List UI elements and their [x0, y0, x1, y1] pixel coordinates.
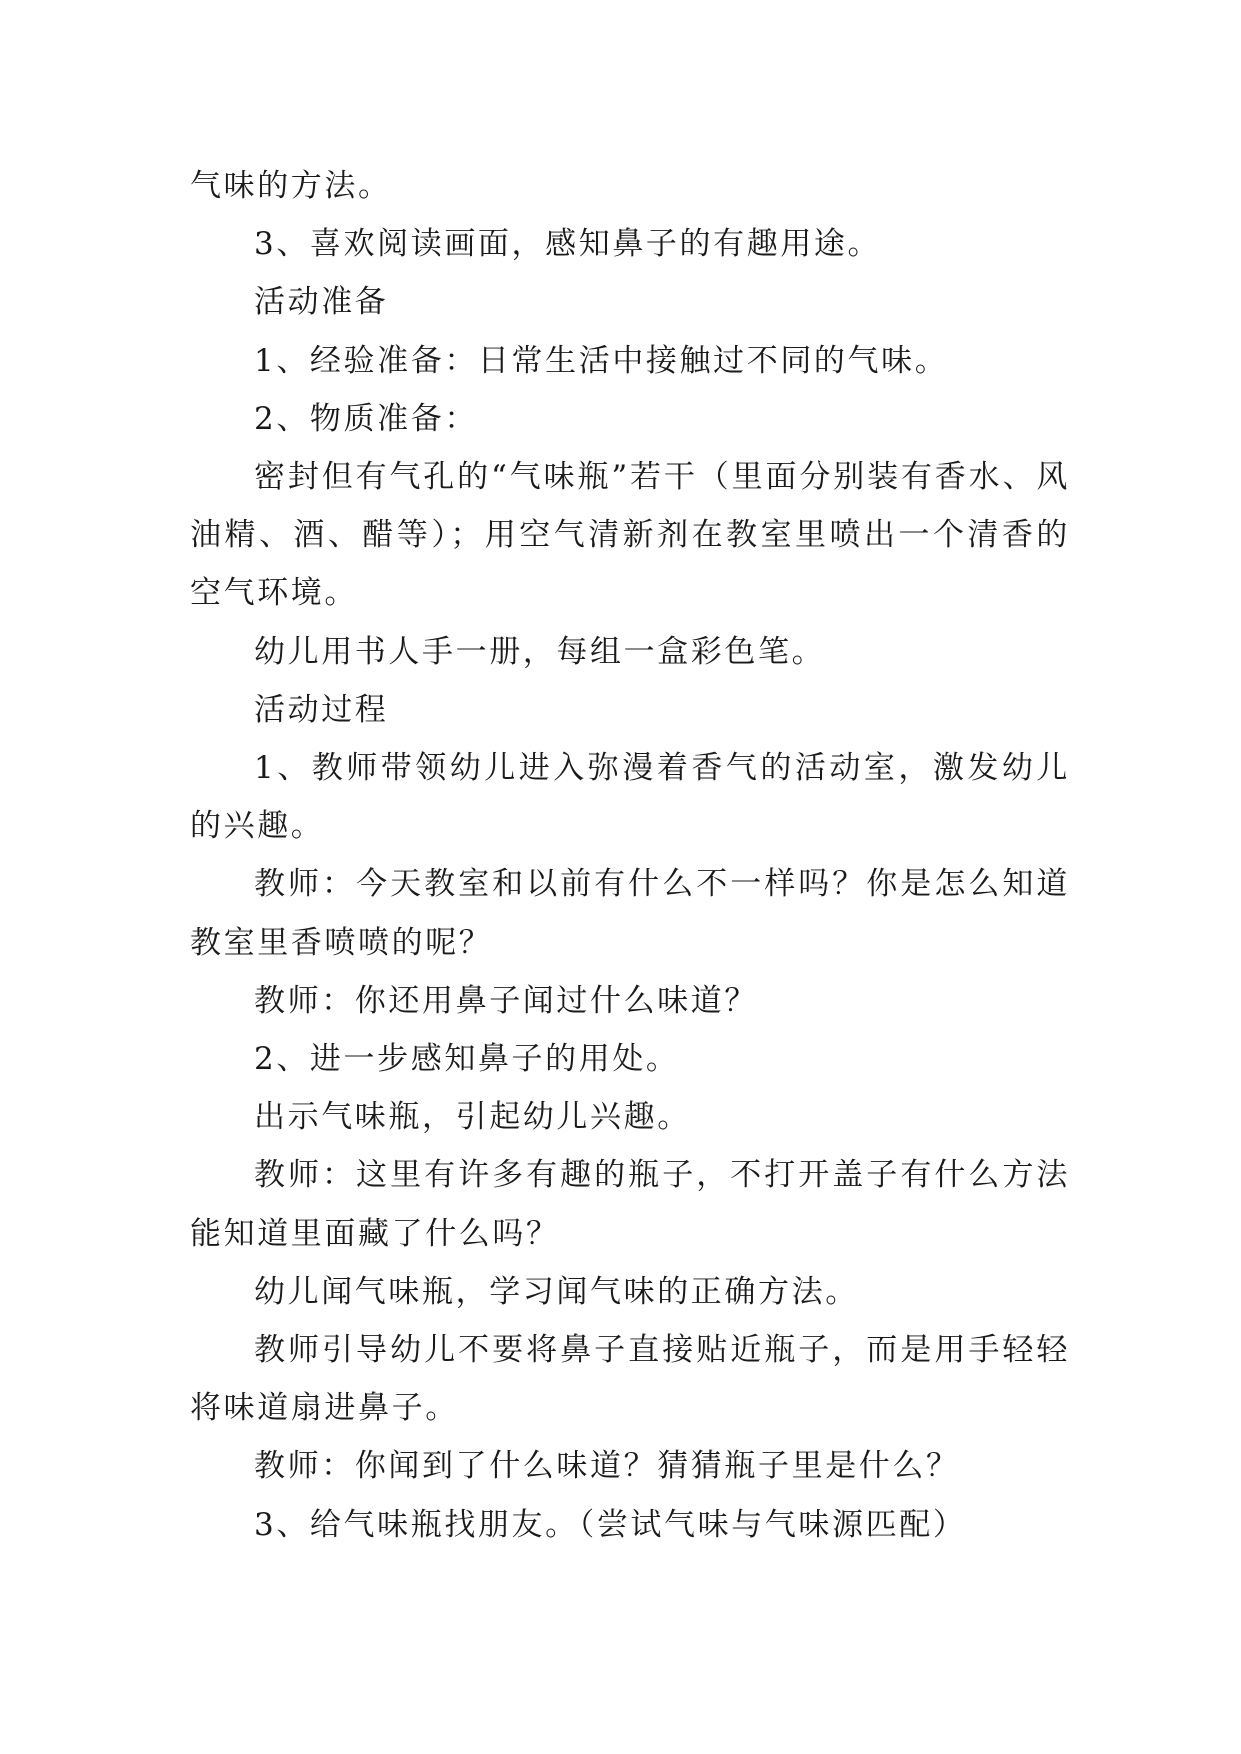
paragraph: 教师引导幼儿不要将鼻子直接贴近瓶子，而是用手轻轻将味道扇进鼻子。: [190, 1332, 1070, 1427]
paragraph: 教师：你还用鼻子闻过什么味道？: [254, 982, 758, 1019]
paragraph: 3、喜欢阅读画面，感知鼻子的有趣用途。: [254, 226, 882, 263]
paragraph: 1、教师带领幼儿进入弥漫着香气的活动室，激发幼儿的兴趣。: [190, 750, 1070, 845]
paragraph: 幼儿用书人手一册，每组一盒彩色笔。: [254, 633, 826, 670]
paragraph: 出示气味瓶，引起幼儿兴趣。: [254, 1099, 691, 1136]
paragraph: 教师：今天教室和以前有什么不一样吗？你是怎么知道教室里香喷喷的呢？: [190, 866, 1070, 961]
paragraph: 3、给气味瓶找朋友。（尝试气味与气味源匹配）: [254, 1506, 967, 1543]
paragraph: 教师：你闻到了什么味道？猜猜瓶子里是什么？: [254, 1448, 960, 1485]
section-heading: 活动过程: [254, 691, 389, 728]
section-heading: 活动准备: [254, 284, 389, 321]
paragraph: 2、进一步感知鼻子的用处。: [254, 1041, 680, 1078]
paragraph: 密封但有气孔的“气味瓶”若干（里面分别装有香水、风油精、酒、醋等）；用空气清新剂在教室里喷出一个清香的空气环境。: [190, 459, 1070, 612]
paragraph: 1、经验准备：日常生活中接触过不同的气味。: [254, 342, 949, 379]
paragraph: 2、物质准备：: [254, 400, 478, 437]
paragraph: 气味的方法。: [190, 168, 392, 204]
paragraph: 教师：这里有许多有趣的瓶子，不打开盖子有什么方法能知道里面藏了什么吗？: [190, 1157, 1070, 1252]
paragraph: 幼儿闻气味瓶，学习闻气味的正确方法。: [254, 1273, 859, 1310]
document-body: [190, 157, 1070, 1554]
